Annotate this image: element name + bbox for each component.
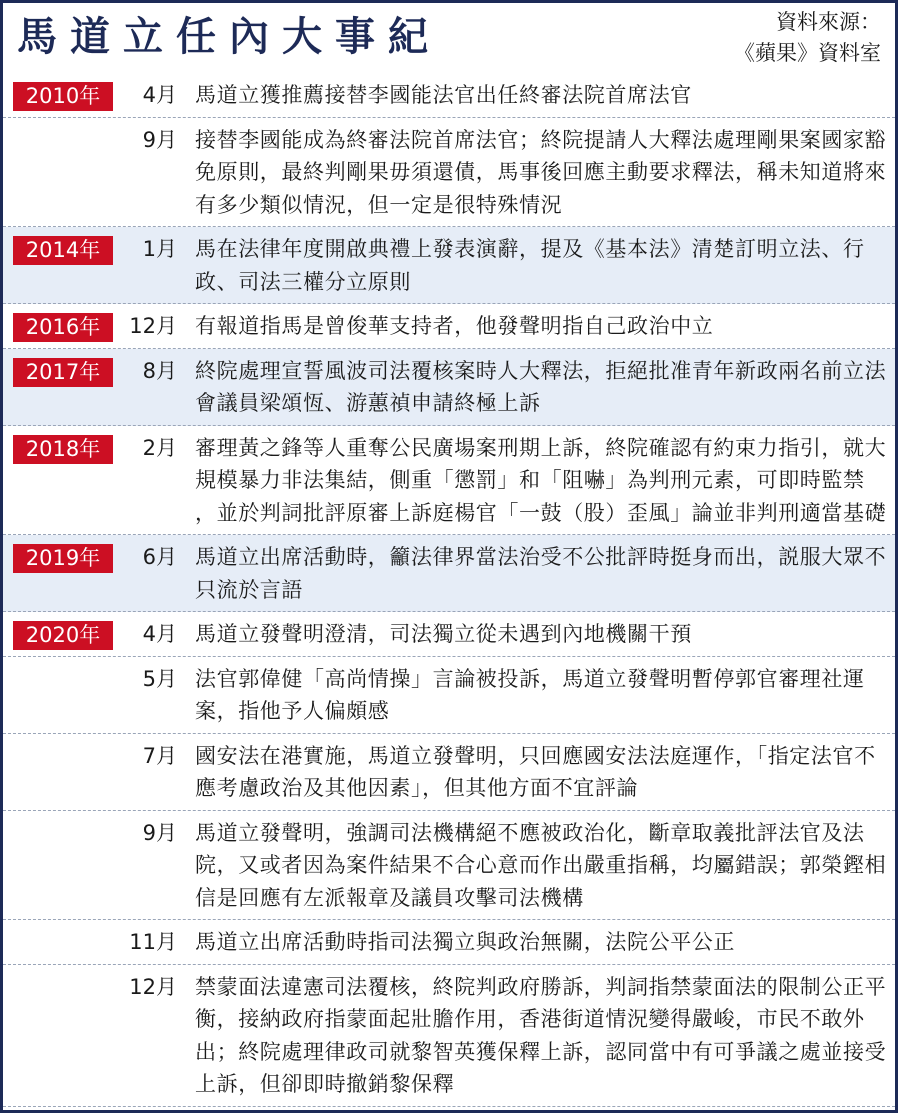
entry-month: 9月 [142,820,177,845]
entry-month: 9月 [142,127,177,152]
entry-text: 接替李國能成為終審法院首席法官；終院提請人大釋法處理剛果案國家豁免原則，最終判剛果毋須還債，馬事後回應主動要求釋法，稱未知道將來有多少類似情況，但一定是很特殊情況 [195,127,887,217]
entry-month: 7月 [142,743,177,768]
year-group [3,73,895,227]
year-badge: 2018年 [13,435,113,464]
year-badge: 2016年 [13,313,113,342]
timeline-entry [3,73,895,118]
timeline-entry [3,118,895,228]
entry-month: 11月 [129,930,177,954]
entry-month: 12月 [129,974,177,999]
timeline-entry [3,349,895,426]
entry-month: 12月 [129,314,177,338]
entry-text: 禁蒙面法違憲司法覆核，終院判政府勝訴，判詞指禁蒙面法的限制公正平衡，接納政府指蒙面起壯膽作用，香港街道情況變得嚴峻，市民不敢外出；終院處理律政司就黎智英獲保釋上訴，認同當中有可爭議之處並接受上訴，但卻即時撤銷黎保釋 [195,974,887,1096]
entry-month: 4月 [142,622,177,646]
source-credit [734,7,881,69]
entry-text: 馬在法律年度開啟典禮上發表演辭，提及《基本法》清楚訂明立法、行政、司法三權分立原則 [195,237,865,294]
year-badge: 2017年 [13,358,113,387]
entry-text: 國安法在港實施，馬道立發聲明，只回應國安法法庭運作，「指定法官不應考慮政治及其他因素」，但其他方面不宜評論 [195,743,876,800]
header [3,3,895,73]
entry-month: 1月 [142,237,177,261]
entry-text: 馬道立發聲明澄清，司法獨立從未遇到內地機關干預 [195,622,692,646]
entry-month: 2月 [142,435,177,460]
entry-month: 5月 [142,666,177,691]
timeline-entry [3,657,895,734]
year-group [3,426,895,536]
year-badge: 2019年 [13,544,113,573]
year-group [3,349,895,426]
year-group [3,612,895,1107]
year-group [3,304,895,349]
entry-text: 審理黃之鋒等人重奪公民廣場案刑期上訴，終院確認有約束力指引，就大規模暴力非法集結，側重「懲罰」和「阻嚇」為判刑元素，可即時監禁 ，並於判詞批評原審上訴庭楊官「一鼓（股）歪風」論並非判刑適當基礎 [195,435,887,525]
entry-text: 馬道立獲推薦接替李國能法官出任終審法院首席法官 [195,83,692,107]
timeline-entry [3,304,895,349]
entry-text: 馬道立發聲明，強調司法機構絕不應被政治化，斷章取義批評法官及法院，又或者因為案件結果不合心意而作出嚴重指稱，均屬錯誤；郭榮鏗相信是回應有左派報章及議員攻擊司法機構 [195,820,887,910]
entry-text: 法官郭偉健「高尚情操」言論被投訴，馬道立發聲明暫停郭官審理社運案，指他予人偏頗感 [195,666,865,723]
entry-text: 有報道指馬是曾俊華支持者，他發聲明指自己政治中立 [195,314,714,338]
timeline-entry [3,227,895,304]
timeline [3,73,895,1110]
timeline-entry [3,426,895,536]
entry-text: 馬道立出席活動時指司法獨立與政治無關，法院公平公正 [195,930,735,954]
source-label: 資料來源： [776,10,881,34]
entry-month: 6月 [142,545,177,569]
timeline-entry [3,920,895,965]
timeline-entry [3,535,895,612]
year-badge: 2014年 [13,236,113,265]
page-title: 馬道立任內大事紀 [17,14,441,60]
year-group [3,227,895,304]
year-group [3,535,895,612]
entry-text: 馬道立出席活動時，籲法律界當法治受不公批評時挺身而出，説服大眾不只流於言語 [195,545,887,602]
source-name: 《蘋果》資料室 [734,41,881,65]
timeline-entry [3,965,895,1107]
timeline-entry [3,612,895,657]
entry-month: 8月 [142,358,177,383]
timeline-entry [3,811,895,921]
year-badge: 2020年 [13,621,113,650]
timeline-entry [3,734,895,811]
entry-text: 終院處理宣誓風波司法覆核案時人大釋法，拒絕批准青年新政兩名前立法會議員梁頌恆、游蕙禎申請終極上訴 [195,358,887,415]
entry-month: 4月 [142,83,177,107]
year-badge: 2010年 [13,82,113,111]
